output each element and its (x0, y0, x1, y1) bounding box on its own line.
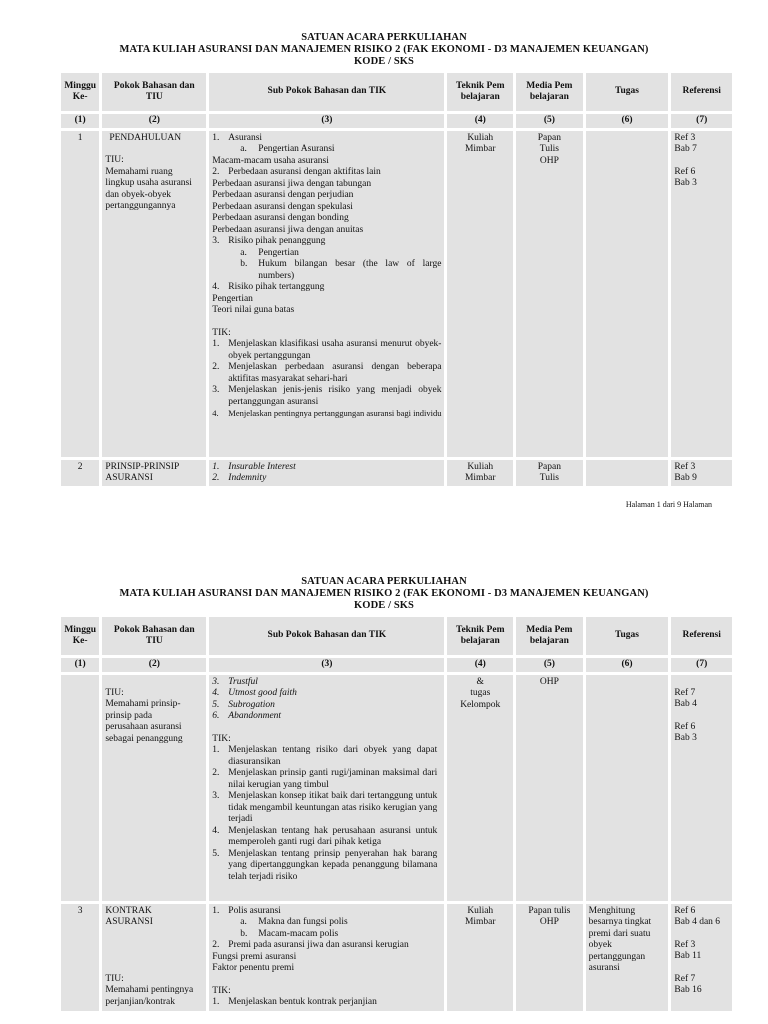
assignment-cell: Menghitung besarnya tingkat premi dari suatu obyek pertanggungan asuransi (586, 904, 669, 1011)
col-header-week: Minggu Ke- (61, 617, 99, 655)
list-text: Trustful (228, 676, 258, 687)
list-marker: 2. (212, 473, 220, 483)
list-item (212, 940, 441, 952)
media-cell (516, 904, 583, 1011)
list-item (212, 997, 441, 1009)
list-text: Hukum bilangan besar (the law of large numbers) (258, 259, 442, 281)
col-header-assignment: Tugas (586, 617, 669, 655)
media-line: OHP (539, 155, 559, 166)
technique-line: & (476, 676, 484, 687)
reference-line: Ref 6 (674, 721, 696, 732)
list-text: Utmost good faith (228, 688, 297, 698)
reference-line: Bab 3 (674, 733, 697, 743)
tiu-text: Memahami ruang lingkup usaha asuransi dan obyek-obyek pertanggungannya (105, 166, 192, 211)
reference-cell (671, 675, 732, 901)
list-marker: 4. (212, 408, 219, 418)
reference-line: Ref 3 (674, 132, 696, 143)
col-header-media: Media Pem belajaran (516, 617, 583, 655)
technique-cell (447, 904, 513, 1011)
col-header-media: Media Pem belajaran (516, 73, 583, 111)
subtopic-cell (209, 675, 444, 901)
list-text: Perbedaan asuransi dengan aktifitas lain (228, 167, 381, 177)
technique-line: Mimbar (464, 144, 496, 154)
list-text: Makna dan fungsi polis (258, 917, 348, 927)
list-item (212, 282, 441, 294)
list-marker: a. (240, 917, 247, 927)
col-number: (2) (102, 658, 206, 672)
list-item (212, 133, 441, 145)
technique-cell (447, 131, 513, 457)
tik-label: TIK: (212, 733, 231, 744)
list-item (212, 745, 437, 768)
week-cell (61, 675, 99, 901)
reference-line: Ref 7 (674, 973, 696, 984)
topic-title: PENDAHULUAN (109, 132, 182, 143)
list-item (212, 385, 441, 408)
reference-cell (671, 460, 732, 486)
col-number: (3) (209, 658, 444, 672)
list-marker: 3. (212, 385, 220, 395)
list-marker: 5. (212, 699, 220, 710)
list-marker: 1. (212, 905, 220, 916)
header-title: SATUAN ACARA PERKULIAHAN (301, 576, 467, 587)
list-subitem (212, 248, 441, 260)
list-item: Faktor penentu premi (212, 963, 295, 973)
list-marker: 2. (212, 167, 220, 177)
list-marker: 1. (212, 132, 220, 143)
col-number: (1) (61, 114, 99, 128)
media-cell (516, 131, 583, 457)
list-marker: b. (240, 259, 248, 269)
topic-cell (102, 460, 206, 486)
list-text: Insurable Interest (228, 461, 296, 472)
tiu-text: Memahami pentingnya perjanjian/kontrak (105, 985, 194, 1007)
technique-line: Kelompok (460, 699, 501, 710)
list-text: Menjelaskan bentuk kontrak perjanjian (228, 997, 377, 1007)
reference-cell (671, 131, 732, 457)
list-text: Menjelaskan jenis-jenis risiko yang menjadi obyek pertanggungan asuransi (228, 385, 442, 407)
col-header-week: Minggu Ke- (61, 73, 99, 111)
list-text: Menjelaskan tentang risiko dari obyek yang dapat diasuransikan (228, 745, 438, 767)
reference-line: Ref 6 (674, 166, 696, 177)
col-number: (6) (586, 658, 669, 672)
table-header-row (61, 617, 732, 655)
col-number: (1) (61, 658, 99, 672)
tik-label: TIK: (212, 985, 231, 996)
reference-line: Ref 3 (674, 461, 696, 472)
media-line: OHP (539, 917, 559, 927)
week-cell: 1 (61, 131, 99, 457)
list-item (212, 849, 437, 884)
list-item (212, 473, 441, 484)
list-item (212, 768, 437, 791)
technique-cell (447, 460, 513, 486)
header-course: MATA KULIAH ASURANSI DAN MANAJEMEN RISIKO 2 (FAK EKONOMI - D3 MANAJEMEN KEUANGAN) (119, 588, 649, 599)
list-subitem (212, 917, 441, 929)
media-line: Tulis (539, 144, 559, 154)
header-block (0, 0, 768, 68)
list-marker: 1. (212, 339, 220, 349)
list-item (212, 906, 441, 918)
topic-title: KONTRAK ASURANSI (105, 905, 153, 927)
table-row (61, 460, 732, 486)
list-item: Fungsi premi asuransi (212, 951, 297, 962)
list-text: Menjelaskan klasifikasi usaha asuransi menurut obyek-obyek pertanggungan (228, 339, 442, 361)
technique-line: Kuliah (467, 461, 494, 472)
technique-cell (447, 675, 513, 901)
subtopic-list (212, 133, 441, 317)
media-cell (516, 460, 583, 486)
col-number: (4) (447, 658, 513, 672)
list-item: Perbedaan asuransi dengan perjudian (212, 190, 354, 200)
topic-cell (102, 675, 206, 901)
list-marker: b. (240, 928, 248, 939)
list-text: Pengertian Asuransi (258, 144, 335, 154)
list-marker: 2. (212, 940, 220, 950)
table-row (61, 675, 732, 901)
list-item (212, 688, 441, 700)
week-number: 2 (77, 461, 83, 472)
subtopic-list (212, 462, 441, 484)
technique-line: tugas (470, 688, 491, 698)
list-marker: a. (240, 144, 247, 154)
subtopic-cell (209, 131, 444, 457)
list-item (212, 167, 441, 179)
list-item (212, 677, 441, 689)
list-marker: 1. (212, 997, 220, 1007)
col-number: (6) (586, 114, 669, 128)
topic-cell (102, 904, 206, 1011)
subtopic-cell (209, 460, 444, 486)
lecture-plan-table (58, 614, 735, 1014)
reference-line: Ref 6 (674, 905, 696, 916)
topic-cell (102, 131, 206, 457)
reference-cell (671, 904, 732, 1011)
list-text: Macam-macam polis (258, 928, 339, 939)
page-footer: Halaman 1 dari 9 Halaman (625, 500, 712, 509)
list-marker: 6. (212, 711, 220, 721)
header-title: SATUAN ACARA PERKULIAHAN (301, 32, 467, 43)
list-subitem (212, 929, 441, 941)
col-header-reference: Referensi (671, 73, 732, 111)
list-text: Menjelaskan tentang hak perusahaan asuransi untuk memperoleh ganti rugi dari pihak ketiga (228, 825, 438, 847)
topic-title: PRINSIP-PRINSIP ASURANSI (105, 461, 179, 483)
list-item: Perbedaan asuransi jiwa dengan anuitas (212, 224, 364, 235)
lecture-plan-table (58, 70, 735, 489)
reference-line: Bab 4 dan 6 (674, 917, 721, 927)
list-item: Perbedaan asuransi dengan spekulasi (212, 201, 353, 212)
list-item (212, 236, 441, 248)
document-page-2 (0, 548, 768, 1024)
list-text: Menjelaskan konsep itikat baik dari tertanggung untuk tidak mengambil keuntungan atas risiko kerugian yang terjadi (228, 791, 438, 824)
list-item (212, 408, 441, 418)
media-cell (516, 675, 583, 901)
col-number: (5) (516, 114, 583, 128)
week-cell (61, 460, 99, 486)
list-text: Menjelaskan perbedaan asuransi dengan beberapa aktifitas masyarakat sehari-hari (228, 362, 442, 384)
list-text: Risiko pihak penanggung (228, 236, 326, 246)
col-header-technique: Teknik Pem belajaran (447, 73, 513, 111)
list-item (212, 339, 441, 362)
reference-line: Bab 7 (674, 144, 697, 154)
list-text: Asuransi (228, 132, 263, 143)
list-item (212, 791, 437, 826)
list-item (212, 462, 441, 474)
list-text: Menjelaskan prinsip ganti rugi/jaminan maksimal dari nilai kerugian yang timbul (228, 768, 438, 790)
media-line: Papan (537, 461, 561, 472)
list-item (212, 711, 441, 723)
tik-list (212, 745, 437, 883)
col-number: (5) (516, 658, 583, 672)
list-text: Risiko pihak tertanggung (228, 282, 325, 292)
list-text: Premi pada asuransi jiwa dan asuransi kerugian (228, 940, 409, 950)
assignment-cell (586, 675, 669, 901)
header-code: KODE / SKS (354, 56, 414, 67)
col-header-topic: Pokok Bahasan dan TIU (102, 617, 206, 655)
list-text: Menjelaskan pentingnya pertanggungan asuransi bagi individu (228, 408, 442, 418)
list-subitem (212, 259, 441, 282)
tik-list (212, 997, 441, 1009)
reference-line: Ref 7 (674, 687, 696, 698)
list-marker: 3. (212, 236, 220, 246)
col-header-technique: Teknik Pem belajaran (447, 617, 513, 655)
reference-line: Bab 16 (674, 985, 702, 995)
reference-line: Ref 3 (674, 939, 696, 950)
list-text: Abandonment (228, 711, 282, 721)
col-header-topic: Pokok Bahasan dan TIU (102, 73, 206, 111)
tiu-label: TIU: (105, 687, 124, 698)
list-marker: 5. (212, 848, 220, 859)
assignment-cell (586, 131, 669, 457)
col-number: (2) (102, 114, 206, 128)
list-marker: 4. (212, 825, 220, 836)
technique-line: Kuliah (467, 905, 494, 916)
col-number: (4) (447, 114, 513, 128)
list-item: Macam-macam usaha asuransi (212, 155, 329, 166)
list-text: Pengertian (258, 247, 299, 258)
list-item (212, 700, 441, 712)
reference-line: Bab 9 (674, 473, 697, 483)
table-row (61, 904, 732, 1011)
tiu-text: Memahami prinsip-prinsip pada perusahaan asuransi sebagai penanggung (105, 699, 183, 744)
reference-line: Bab 11 (674, 951, 702, 961)
list-item: Perbedaan asuransi dengan bonding (212, 213, 349, 223)
col-number: (7) (671, 658, 732, 672)
list-marker: a. (240, 247, 247, 258)
media-line: OHP (539, 676, 559, 687)
subtopic-list (212, 677, 441, 723)
tiu-label: TIU: (105, 973, 124, 984)
subtopic-list (212, 906, 441, 975)
media-line: Tulis (539, 473, 559, 483)
assignment-cell (586, 460, 669, 486)
table-row (61, 131, 732, 457)
tik-label: TIK: (212, 327, 231, 338)
list-item: Pengertian (212, 293, 253, 304)
tik-list (212, 339, 441, 418)
list-item: Teori nilai guna batas (212, 305, 295, 315)
media-line: Papan (537, 132, 561, 143)
media-line: Papan tulis (528, 905, 571, 916)
tiu-label: TIU: (105, 155, 124, 165)
list-text: Subrogation (228, 699, 275, 710)
col-header-subtopic: Sub Pokok Bahasan dan TIK (209, 617, 444, 655)
technique-line: Mimbar (464, 473, 496, 483)
list-item (212, 826, 437, 849)
list-marker: 1. (212, 745, 220, 755)
column-number-row (61, 114, 732, 128)
list-text: Menjelaskan tentang prinsip penyerahan hak barang yang dipertanggungkan kepada penanggung bilamana telah terjadi risiko (228, 848, 438, 882)
table-header-row (61, 73, 732, 111)
list-item: Perbedaan asuransi jiwa dengan tabungan (212, 178, 372, 189)
list-marker: 4. (212, 282, 220, 292)
col-number: (3) (209, 114, 444, 128)
header-code: KODE / SKS (354, 600, 414, 611)
list-marker: 3. (212, 676, 220, 687)
list-marker: 4. (212, 688, 220, 698)
list-marker: 3. (212, 791, 220, 801)
subtopic-cell (209, 904, 444, 1011)
header-block (0, 548, 768, 612)
column-number-row (61, 658, 732, 672)
list-item (212, 362, 441, 385)
list-text: Polis asuransi (228, 905, 281, 916)
technique-line: Kuliah (467, 132, 494, 143)
list-marker: 2. (212, 768, 220, 778)
list-marker: 2. (212, 362, 220, 372)
col-header-subtopic: Sub Pokok Bahasan dan TIK (209, 73, 444, 111)
reference-line: Bab 3 (674, 178, 697, 188)
header-course: MATA KULIAH ASURANSI DAN MANAJEMEN RISIKO 2 (FAK EKONOMI - D3 MANAJEMEN KEUANGAN) (119, 44, 649, 55)
col-number: (7) (671, 114, 732, 128)
list-marker: 1. (212, 461, 220, 472)
technique-line: Mimbar (464, 917, 496, 927)
week-cell: 3 (61, 904, 99, 1011)
list-text: Indemnity (228, 473, 267, 483)
col-header-assignment: Tugas (586, 73, 669, 111)
list-subitem (212, 144, 441, 156)
reference-line: Bab 4 (674, 699, 697, 709)
col-header-reference: Referensi (671, 617, 732, 655)
